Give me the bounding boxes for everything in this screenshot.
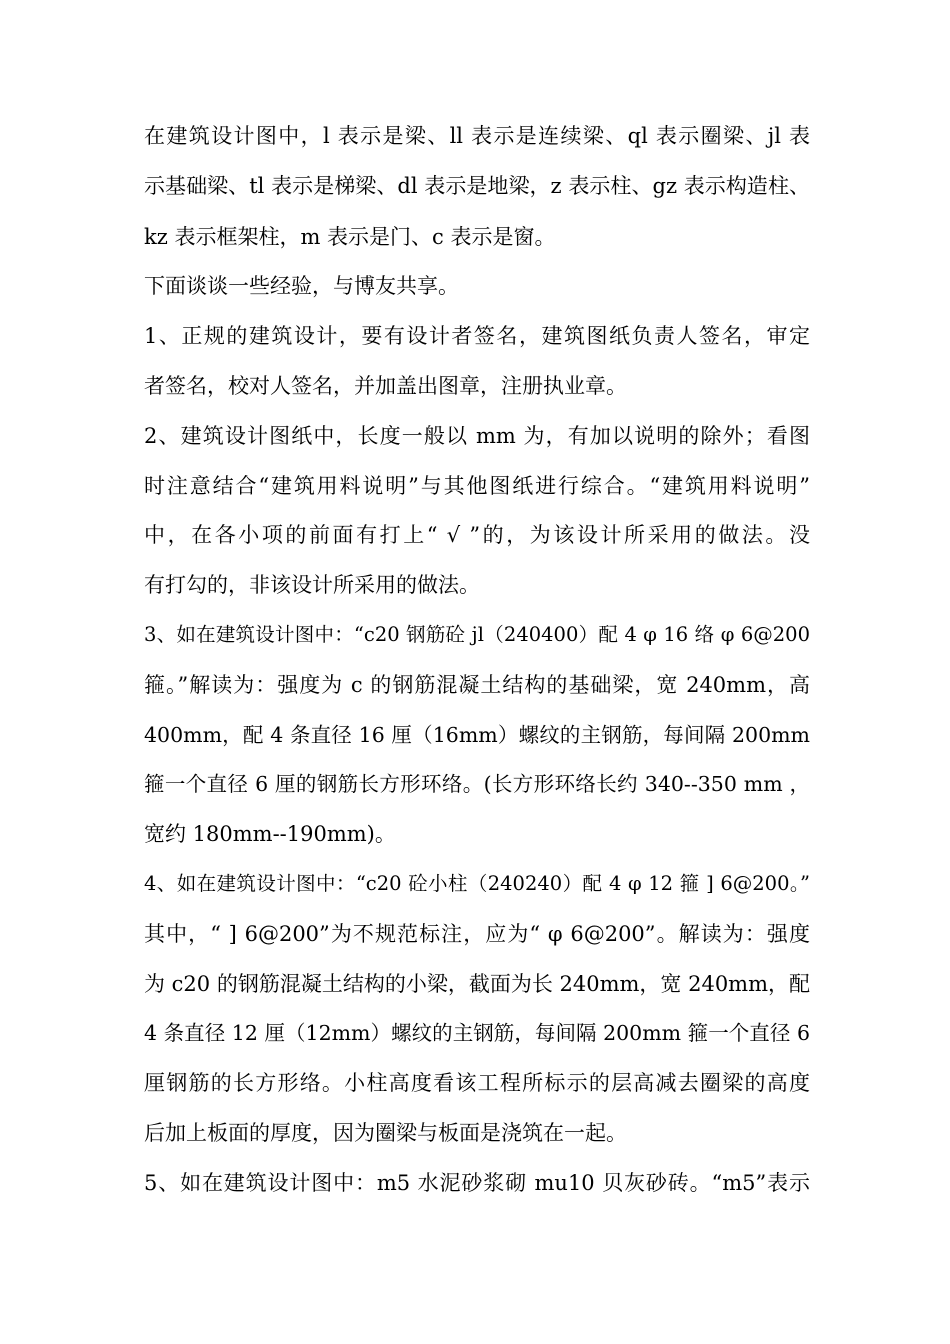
text-line-17: 其中，“ ] 6@200”为不规范标注，应为“ φ 6@200”。解读为：强度 xyxy=(144,922,810,946)
text-line-11: 3、如在建筑设计图中：“c20 钢筋砼 jl（240400）配 4 φ 16 络 φ 6@200 xyxy=(144,623,810,646)
text-line-20: 厘钢筋的长方形络。小柱高度看该工程所标示的层高减去圈梁的高度 xyxy=(144,1071,810,1095)
text-line-3: kz 表示框架柱，m 表示是门、c 表示是窗。 xyxy=(144,225,556,249)
text-line-18: 为 c20 的钢筋混凝土结构的小梁，截面为长 240mm，宽 240mm，配 xyxy=(144,972,810,996)
text-line-9: 中，在各小项的前面有打上“ √ ”的，为该设计所采用的做法。没 xyxy=(144,523,810,547)
text-line-4: 下面谈谈一些经验，与博友共享。 xyxy=(144,274,459,298)
text-line-7: 2、建筑设计图纸中，长度一般以 mm 为，有加以说明的除外；看图 xyxy=(144,424,810,448)
text-line-14: 箍一个直径 6 厘的钢筋长方形环络。(长方形环络长约 340--350 mm ， xyxy=(144,772,810,796)
text-line-12: 箍。”解读为：强度为 c 的钢筋混凝土结构的基础梁，宽 240mm，高 xyxy=(144,673,810,697)
text-line-15: 宽约 180mm--190mm)。 xyxy=(144,822,396,846)
text-line-13: 400mm，配 4 条直径 16 厘（16mm）螺纹的主钢筋，每间隔 200mm xyxy=(144,723,810,747)
text-line-16: 4、如在建筑设计图中：“c20 砼小柱（240240）配 4 φ 12 箍 ] 6@200。” xyxy=(144,872,810,895)
text-line-22: 5、如在建筑设计图中：m5 水泥砂浆砌 mu10 贝灰砂砖。“m5”表示 xyxy=(144,1171,810,1195)
text-line-10: 有打勾的，非该设计所采用的做法。 xyxy=(144,573,480,597)
text-line-21: 后加上板面的厚度，因为圈梁与板面是浇筑在一起。 xyxy=(144,1121,627,1145)
text-line-1: 在建筑设计图中，l 表示是梁、ll 表示是连续梁、ql 表示圈梁、jl 表 xyxy=(144,124,810,148)
text-line-2: 示基础梁、tl 表示是梯梁、dl 表示是地梁，z 表示柱、gz 表示构造柱、 xyxy=(144,174,810,198)
text-line-6: 者签名，校对人签名，并加盖出图章，注册执业章。 xyxy=(144,374,627,398)
text-line-8: 时注意结合“建筑用料说明”与其他图纸进行综合。“建筑用料说明” xyxy=(144,474,810,498)
text-line-5: 1、正规的建筑设计，要有设计者签名，建筑图纸负责人签名，审定 xyxy=(144,324,810,348)
text-line-19: 4 条直径 12 厘（12mm）螺纹的主钢筋，每间隔 200mm 箍一个直径 6 xyxy=(144,1021,810,1045)
